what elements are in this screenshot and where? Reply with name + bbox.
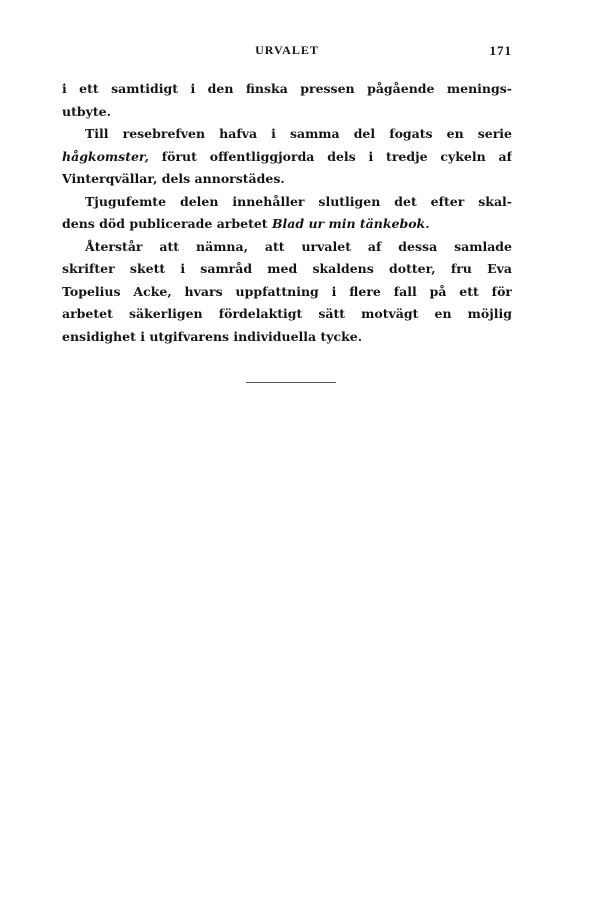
section-end-rule — [246, 382, 336, 383]
text-line: Topelius Acke, hvars uppfattning i flere fall på ett för — [62, 283, 512, 299]
page-number: 171 — [489, 43, 512, 58]
text-line: Tjugufemte delen innehåller slutligen det efter skal- — [85, 193, 512, 209]
text-run: förut offentliggjorda dels i tredje cykeln af — [148, 148, 512, 164]
running-title: URVALET — [255, 43, 319, 57]
text-run: dens död publicerade arbetet — [62, 216, 272, 231]
body-text — [62, 78, 512, 348]
italic-title: Blad ur min tänkebok. — [271, 216, 430, 231]
text-line — [62, 213, 512, 236]
text-line: Vinterqvällar, dels annorstädes. — [62, 171, 285, 186]
text-line: arbetet säkerligen fördelaktigt sätt motvägt en möjlig — [62, 306, 512, 321]
text-line — [62, 146, 512, 169]
text-line: Återstår att nämna, att urvalet af dessa samlade — [85, 238, 512, 254]
text-line: skrifter skett i samråd med skaldens dotter, fru Eva — [62, 261, 512, 276]
italic-title: hågkomster, — [62, 148, 149, 164]
running-head — [62, 43, 512, 61]
text-line: i ett samtidigt i den finska pressen pågående menings- — [62, 81, 512, 96]
text-line: utbyte. — [62, 103, 111, 119]
text-line: ensidighet i utgifvarens individuella tycke. — [62, 328, 363, 344]
text-line: Till resebrefven hafva i samma del fogats en serie — [85, 126, 512, 141]
